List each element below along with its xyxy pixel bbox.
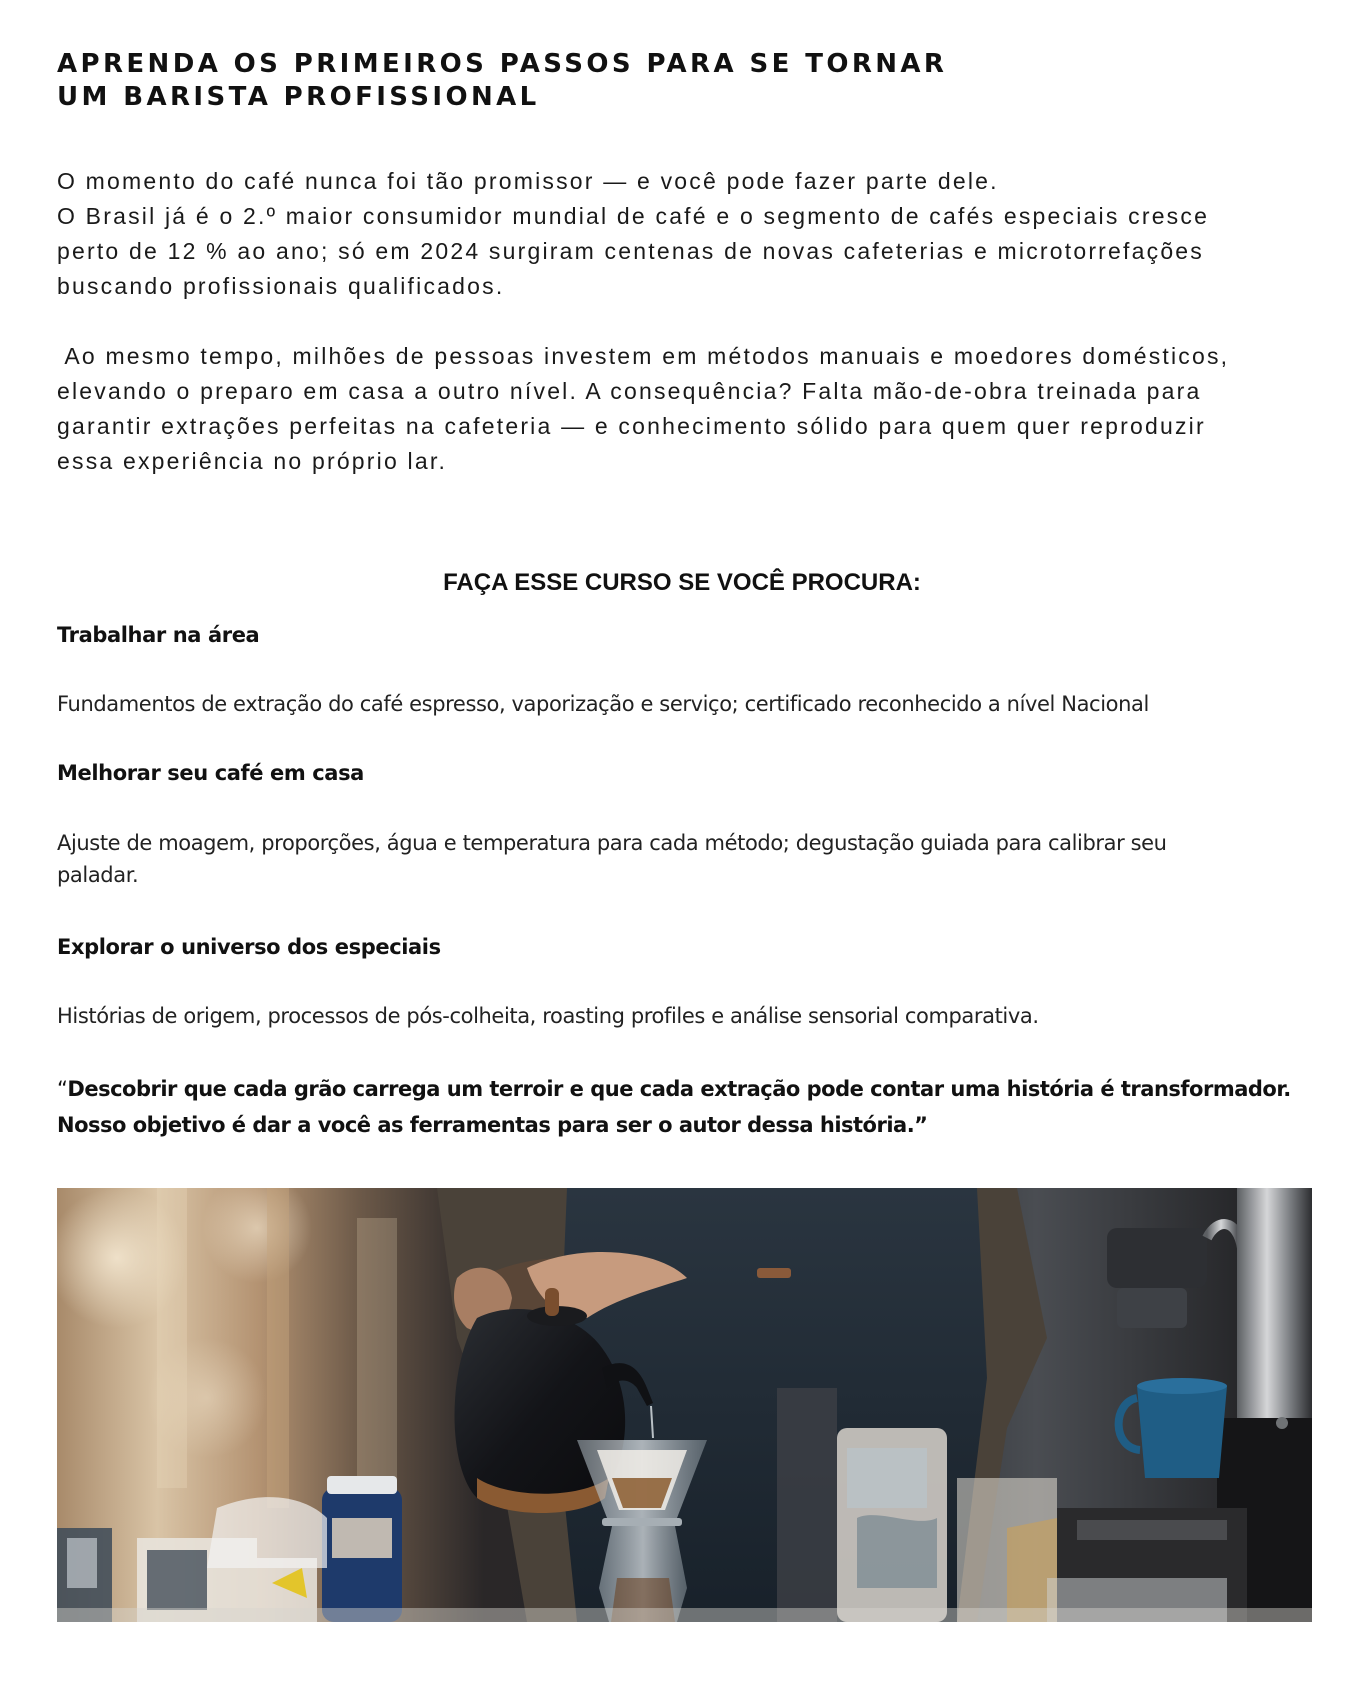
intro-line: essa experiência no próprio lar. xyxy=(57,448,448,474)
course-item-title-specialty: Explorar o universo dos especiais xyxy=(57,935,441,959)
course-item-title-work: Trabalhar na área xyxy=(57,623,260,647)
page-headline xyxy=(57,48,1057,114)
intro-line: O momento do café nunca foi tão promissor — e você pode fazer parte dele. xyxy=(57,168,999,194)
intro-paragraph-1 xyxy=(57,164,1337,304)
headline-line-2: UM BARISTA PROFISSIONAL xyxy=(57,82,540,112)
course-item-title-home: Melhorar seu café em casa xyxy=(57,761,364,785)
quote-text-1: Descobrir que cada grão carrega um terroir e que cada extração pode contar uma história é transformador. xyxy=(67,1077,1291,1101)
course-item-description-home xyxy=(57,827,1317,891)
intro-line: Ao mesmo tempo, milhões de pessoas investem em métodos manuais e moedores domésticos, xyxy=(57,343,1230,369)
description-line: paladar. xyxy=(57,863,139,887)
quote-open-mark: “ xyxy=(57,1077,68,1101)
intro-paragraph-2 xyxy=(57,339,1337,479)
headline-line-1: APRENDA OS PRIMEIROS PASSOS PARA SE TORNAR xyxy=(57,49,948,79)
testimonial-quote xyxy=(57,1071,1337,1143)
course-item-description-specialty xyxy=(57,1000,1317,1032)
intro-line: buscando profissionais qualificados. xyxy=(57,273,505,299)
intro-line: garantir extrações perfeitas na cafeteria — e conhecimento sólido para quem quer reproduzir xyxy=(57,413,1206,439)
intro-line: elevando o preparo em casa a outro nível. A consequência? Falta mão-de-obra treinada para xyxy=(57,378,1202,404)
intro-line: perto de 12 % ao ano; só em 2024 surgiram centenas de novas cafeterias e microtorrefações xyxy=(57,238,1204,264)
quote-line-1 xyxy=(57,1071,1337,1107)
description-line: Fundamentos de extração do café espresso, vaporização e serviço; certificado reconhecido a nível Nacional xyxy=(57,692,1149,716)
intro-line: O Brasil já é o 2.º maior consumidor mundial de café e o segmento de cafés especiais cresce xyxy=(57,203,1210,229)
description-line: Ajuste de moagem, proporções, água e temperatura para cada método; degustação guiada para calibrar seu xyxy=(57,831,1167,855)
quote-line-2: Nosso objetivo é dar a você as ferramentas para ser o autor dessa história.” xyxy=(57,1113,928,1137)
barista-pour-over-photo xyxy=(57,1188,1312,1622)
course-item-description-work xyxy=(57,688,1317,720)
description-line: Histórias de origem, processos de pós-colheita, roasting profiles e análise sensorial comparativa. xyxy=(57,1004,1039,1028)
course-section-title: FAÇA ESSE CURSO SE VOCÊ PROCURA: xyxy=(443,569,921,596)
photo-illustration xyxy=(57,1188,1312,1622)
